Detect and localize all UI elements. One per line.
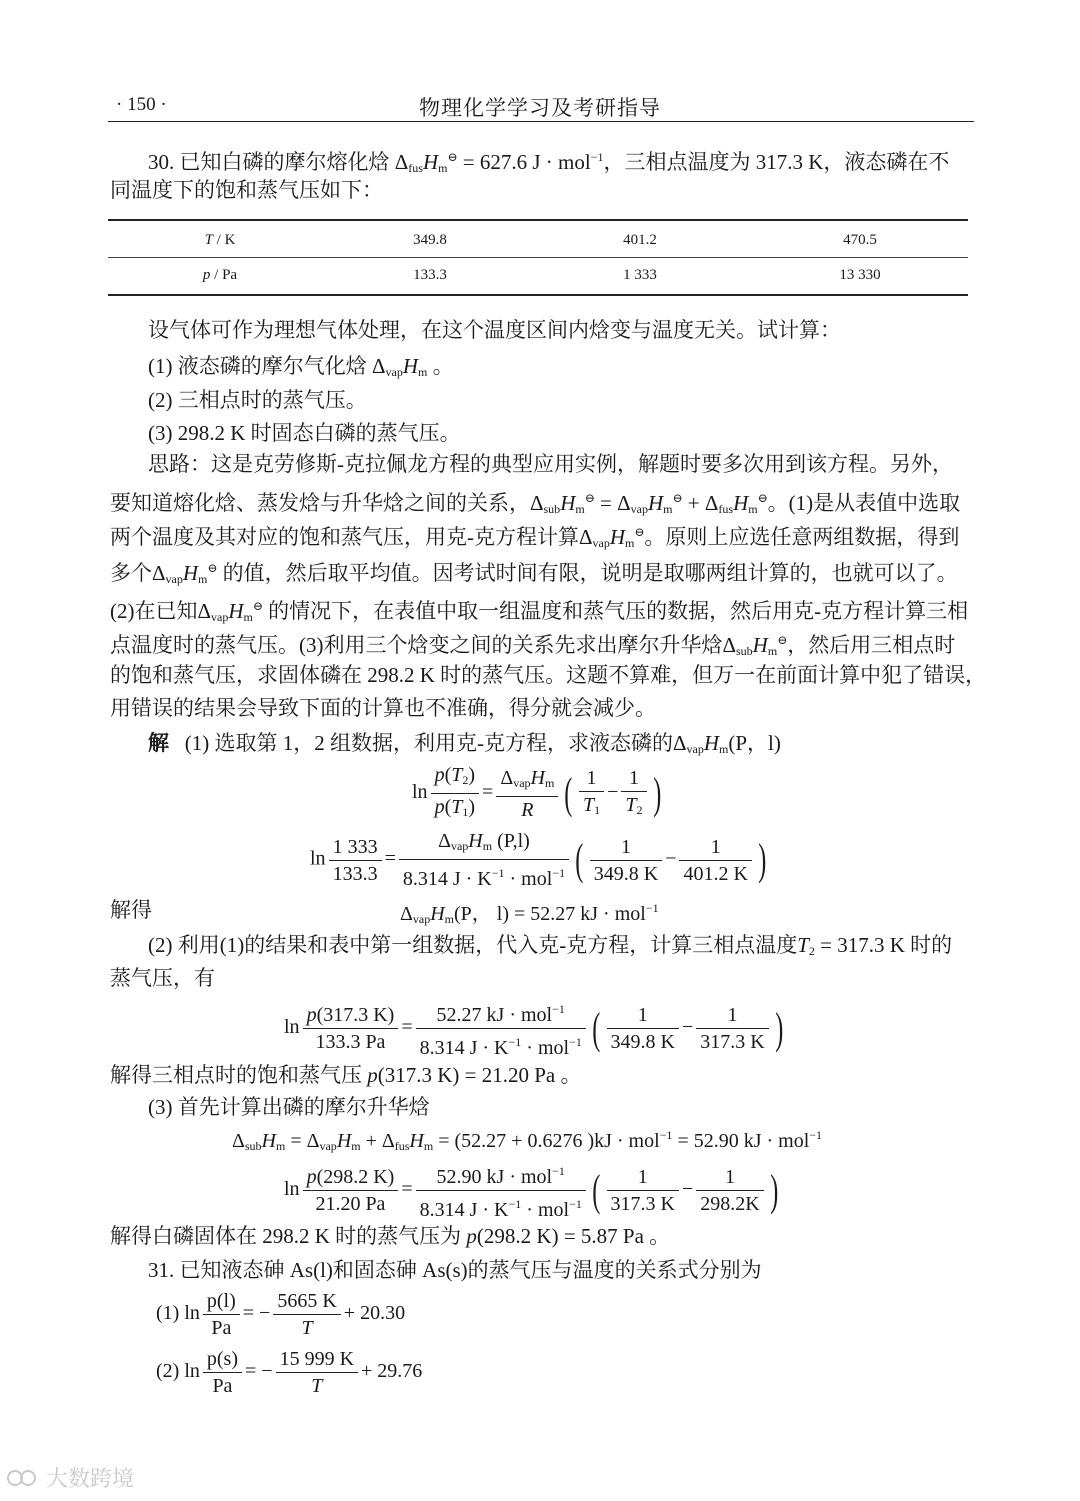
q31-formula-2-coefficient: 15 999 K [276, 1346, 358, 1373]
sublimation-value-b: = 52.90 kJ · mol [672, 1130, 810, 1152]
equation-3: ln $\frac{p(298.2 K)}{21.20 Pa}$ = $\frac{52.90 kJ \cdot mol^{-1}}{8.314 J \cdot K^{-1} \cdot mol^{-1}}$ ( $\frac{1}{317.3 K}$ − $\frac{1}{298.2K}$ ) [284, 1158, 781, 1223]
eq2-denominator: 133.3 Pa [315, 1031, 386, 1053]
idea-line-2: 要知道熔化焓、蒸发焓与升华焓之间的关系，$\Delta_{sub}H_m^⊖ = \Delta_{vap}H_m^⊖ + \Delta_{fus}H_m^⊖$。(1)是从表值中选取 [110, 491, 961, 516]
q30-item-2: (2) 三相点时的蒸气压。 [148, 388, 367, 412]
sublimation-value-a: = (52.27 + 0.6276 )kJ · mol [433, 1130, 660, 1152]
idea-line-4: 多个$\Delta_{vap}H_m^⊖$ 的值，然后取平均值。因考试时间有限，说明是取哪两组计算的，也就可以了。 [110, 561, 958, 586]
book-title: 物理化学学习及考研指导 [419, 96, 661, 120]
eq2-one-a: 1 [607, 1002, 679, 1029]
table-cell: 13 330 [839, 267, 881, 283]
q31-formula-1: (1) ln $\frac{p(l)}{Pa}$ = − $\frac{5665 K}{T}$ + 20.30 [156, 1290, 406, 1339]
idea-line-3-tail: 。原则上应选任意两组数据，得到 [644, 525, 960, 549]
q30-line2: 同温度下的饱和蒸气压如下： [110, 178, 383, 202]
table-row-header-T: T / K [204, 232, 236, 248]
result-2: 解得三相点时的饱和蒸气压 p(317.3 K) = 21.20 Pa 。 [110, 1063, 582, 1087]
page-number: · 150 · [116, 94, 167, 115]
result-3-value: (298.2 K) = 5.87 Pa 。 [476, 1224, 671, 1248]
table-row-header-p: p / Pa [202, 267, 238, 283]
eq2-T1: 349.8 K [610, 1031, 675, 1053]
result-2-value: (317.3 K) = 21.20 Pa 。 [377, 1063, 582, 1087]
solution-step-2-text: (2) 利用(1)的结果和表中第一组数据，代入克-克方程，计算三相点温度 [148, 933, 798, 957]
table-bottom-rule [108, 294, 968, 296]
q31-intro: 31. 已知液态砷 As(l)和固态砷 As(s)的蒸气压与温度的关系式分别为 [148, 1258, 762, 1282]
eq3-gas-constant: 8.314 J · K [419, 1199, 509, 1221]
eq1-numerator: 1 333 [329, 834, 382, 861]
idea-line-5: (2)在已知$\Delta_{vap}H_m^⊖$ 的情况下，在表值中取一组温度和蒸气压的数据，然后用克-克方程计算三相 [110, 599, 969, 624]
brand-logo-icon [6, 1468, 42, 1488]
eq1-gas-constant: 8.314 J · K [402, 868, 492, 890]
idea-line-6-text: 点温度时的蒸气压。(3)利用三个焓变之间的关系先求出摩尔升华焓 [110, 633, 723, 657]
header-rule [108, 121, 974, 122]
table-cell: 133.3 [413, 267, 447, 283]
idea-line-2-text: 要知道熔化焓、蒸发焓与升华焓之间的关系， [110, 491, 530, 515]
eq3-denominator: 21.20 Pa [315, 1193, 386, 1215]
eq2-one-b: 1 [696, 1002, 768, 1029]
table-mid-rule [108, 257, 968, 258]
result-1: $\Delta_{vap}H_m(P$， l) = 52.27 kJ · mol$^{-1}$ [400, 901, 659, 926]
table-cell: 349.8 [413, 232, 447, 248]
q31-formula-1-denominator: Pa [211, 1317, 232, 1339]
eq1-T2: 401.2 K [683, 862, 748, 885]
idea-line-3: 两个温度及其对应的饱和蒸气压，用克-克方程计算$\Delta_{vap}H_m^⊖$。原则上应选任意两组数据，得到 [110, 525, 960, 550]
eq3-T2: 298.2K [700, 1193, 760, 1215]
idea-line-6-tail: ，然后用三相点时 [787, 633, 956, 657]
q30-assumption: 设气体可作为理想气体处理，在这个温度区间内焓变与温度无关。试计算： [148, 318, 841, 342]
eq3-numerator: (298.2 K) [316, 1166, 395, 1188]
solution-label: 解 [148, 731, 169, 755]
q30-item-1-text: (1) 液态磷的摩尔气化焓 Δ [148, 354, 386, 378]
solution-step-2-tail: = 317.3 K 时的 [814, 933, 953, 957]
q30-line1: 30. 已知白磷的摩尔熔化焓 $\Delta_{fus}H_m^⊖ = 627.6$ J · mol$^{-1}$，三相点温度为 317.3 K，液态磷在不 [148, 150, 950, 175]
eq3-enthalpy: 52.90 kJ · mol [436, 1166, 553, 1188]
solution-step-3: (3) 首先计算出磷的摩尔升华焓 [148, 1095, 430, 1119]
q31-formula-2-numerator: p(s) [203, 1346, 242, 1373]
idea-line-1: 思路：这是克劳修斯-克拉佩龙方程的典型应用实例，解题时要多次用到该方程。另外， [148, 452, 953, 476]
idea-line-8: 用错误的结果会导致下面的计算也不准确，得分就会减少。 [110, 696, 656, 720]
eq2-numerator: (317.3 K) [316, 1004, 395, 1026]
q30-item-1: (1) 液态磷的摩尔气化焓 $\Delta_{vap}H_m$ 。 [148, 354, 454, 379]
idea-line-2-tail: 。(1)是从表值中选取 [767, 491, 961, 515]
sublimation-enthalpy-equation: $\Delta_{sub}H_m = \Delta_{vap}H_m + \Delta_{fus}H_m = (52.27 + 0.6276$ )kJ · mol$^{-1}$ = 52.90 kJ · mol$^{-1}$ [232, 1128, 823, 1153]
q31-formula-1-label: (1) [156, 1302, 180, 1325]
watermark [6, 1462, 134, 1493]
idea-line-6: 点温度时的蒸气压。(3)利用三个焓变之间的关系先求出摩尔升华焓$\Delta_{sub}H_m^⊖$，然后用三相点时 [110, 633, 956, 658]
q31-formula-2-constant: + 29.76 [361, 1360, 423, 1383]
eq1-one-b: 1 [679, 834, 751, 861]
eq3-one-a: 1 [607, 1164, 679, 1191]
equation-2: ln $\frac{p(317.3 K)}{133.3 Pa}$ = $\frac{52.27 kJ \cdot mol^{-1}}{8.314 J \cdot K^{-1} \cdot mol^{-1}}$ ( $\frac{1}{349.8 K}$ − $\frac{1}{317.3 K}$ ) [284, 996, 786, 1061]
eq2-gas-constant: 8.314 J · K [419, 1037, 509, 1059]
result-3-text: 解得白磷固体在 298.2 K 时的蒸气压为 [110, 1224, 467, 1248]
table-top-rule [108, 219, 968, 221]
eq1-T1: 349.8 K [593, 862, 659, 885]
q31-formula-2-label: (2) [156, 1360, 180, 1383]
result-2-text: 解得三相点时的饱和蒸气压 [110, 1063, 368, 1087]
solution-step-1-tail: (P，l) [728, 731, 781, 755]
q30-line1-text-b: = 627.6 J · mol [457, 150, 591, 174]
solution-step-1: 解 (1) 选取第 1，2 组数据，利用克-克方程，求液态磷的$\Delta_{vap}H_m(P$，l) [148, 731, 781, 756]
solution-step-1-text: (1) 选取第 1，2 组数据，利用克-克方程，求液态磷的 [184, 731, 673, 755]
eq3-T1: 317.3 K [610, 1193, 675, 1215]
solution-step-2-line2: 蒸气压，有 [110, 966, 215, 990]
jiede-label-1: 解得 [110, 898, 152, 922]
eq3-one-b: 1 [696, 1164, 763, 1191]
q31-formula-1-numerator: p(l) [203, 1288, 240, 1315]
idea-line-4-text: 多个 [110, 561, 152, 585]
watermark-text: 大数跨境 [46, 1467, 135, 1492]
idea-line-3-text: 两个温度及其对应的饱和蒸气压，用克-克方程计算 [110, 525, 579, 549]
table-cell: 401.2 [623, 232, 657, 248]
idea-line-5-tail: 的情况下，在表值中取一组温度和蒸气压的数据，然后用克-克方程计算三相 [262, 599, 969, 623]
clausius-clapeyron-equation: ln $\frac{p(T_2)}{p(T_1)}$ = $\frac{\Delta_{vap}H_m}{R}$ ( $\frac{1}{T_1}$ − $\frac{1}{T_2}$ ) [412, 764, 661, 821]
solution-step-2: (2) 利用(1)的结果和表中第一组数据，代入克-克方程，计算三相点温度$T_2 = 317.3$ K 时的 [148, 933, 953, 958]
eq1-one-a: 1 [590, 834, 662, 861]
q31-formula-2: (2) ln $\frac{p(s)}{Pa}$ = − $\frac{15 999 K}{T}$ + 29.76 [156, 1348, 423, 1397]
q30-line1-text-c: ，三相点温度为 317.3 K，液态磷在不 [603, 150, 950, 174]
table-cell: 1 333 [623, 267, 657, 283]
idea-line-5-text: (2)在已知 [110, 599, 198, 623]
q31-formula-1-constant: + 20.30 [343, 1302, 406, 1325]
eq2-T2: 317.3 K [700, 1031, 765, 1053]
q31-formula-2-denominator: Pa [212, 1375, 233, 1397]
q30-item-3: (3) 298.2 K 时固态白磷的蒸气压。 [148, 421, 461, 445]
equation-1: ln $\frac{1 333}{133.3}$ = $\frac{\Delta_{vap}H_m (P,l)}{8.314 J \cdot K^{-1} \cdot mol^{-1}}$ ( $\frac{1}{349.8 K}$ − $\frac{1}{401.2 K}$ ) [310, 830, 767, 890]
eq1-denominator: 133.3 [332, 862, 378, 885]
q31-formula-1-coefficient: 5665 K [273, 1288, 340, 1315]
idea-line-4-tail: 的值，然后取平均值。因考试时间有限，说明是取哪两组计算的，也就可以了。 [217, 561, 958, 585]
eq2-enthalpy: 52.27 kJ · mol [436, 1004, 553, 1026]
result-3: 解得白磷固体在 298.2 K 时的蒸气压为 p(298.2 K) = 5.87 Pa 。 [110, 1224, 671, 1248]
table-cell: 470.5 [843, 232, 877, 248]
q30-line1-text-a: 30. 已知白磷的摩尔熔化焓 [148, 150, 395, 174]
idea-line-7: 的饱和蒸气压，求固体磷在 298.2 K 时的蒸气压。这题不算难，但万一在前面计算中犯了错误， [110, 663, 987, 687]
result-1-text: (P， l) = 52.27 kJ · mol [454, 903, 646, 925]
